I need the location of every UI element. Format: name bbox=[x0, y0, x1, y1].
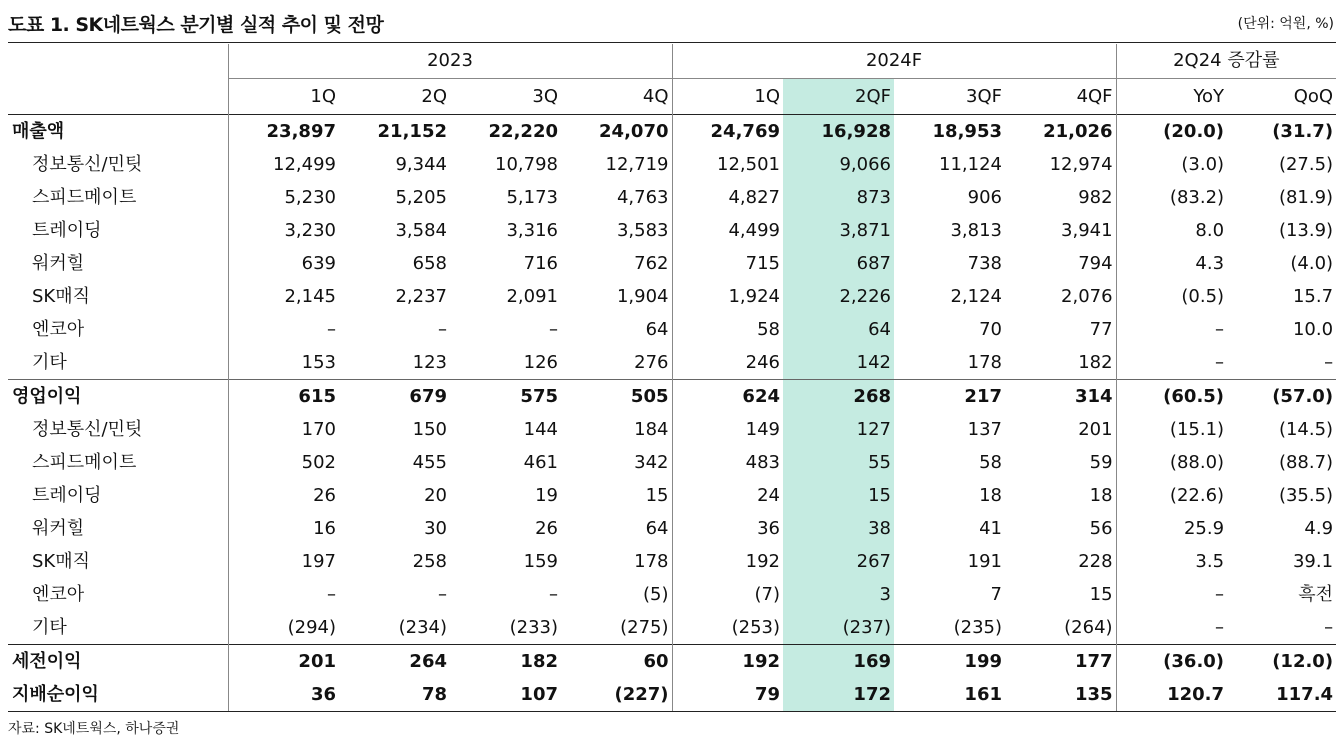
table-cell: 24 bbox=[672, 479, 783, 512]
table-cell: 12,501 bbox=[672, 148, 783, 181]
table-cell: 170 bbox=[228, 413, 339, 446]
row-label: 워커힐 bbox=[32, 518, 85, 539]
row-label: 스피드메이트 bbox=[32, 452, 137, 473]
table-cell: 21,026 bbox=[1005, 115, 1116, 149]
table-cell: – bbox=[1116, 611, 1227, 645]
table-row bbox=[8, 280, 1336, 313]
table-cell: 873 bbox=[783, 181, 894, 214]
table-cell: 1,904 bbox=[616, 286, 669, 307]
table-cell: 22,220 bbox=[450, 115, 561, 149]
table-cell: (0.5) bbox=[1116, 280, 1227, 313]
table-cell: (5) bbox=[643, 584, 669, 605]
table-row bbox=[8, 247, 1336, 280]
row-label: 지배순이익 bbox=[8, 678, 228, 712]
table-cell: 192 bbox=[672, 545, 783, 578]
table-cell: 59 bbox=[1089, 452, 1113, 473]
table-cell: 123 bbox=[412, 352, 447, 373]
group-2024f: 2024F bbox=[672, 44, 1116, 79]
table-cell: 12,974 bbox=[1049, 154, 1113, 175]
table-cell: 24,070 bbox=[561, 115, 672, 149]
table-cell: 3,941 bbox=[1061, 220, 1113, 241]
header-yoy: YoY bbox=[1116, 79, 1227, 115]
table-cell: 178 bbox=[967, 352, 1002, 373]
table-cell: (81.9) bbox=[1278, 187, 1334, 208]
table-cell: 77 bbox=[1089, 319, 1113, 340]
header-2024-2qf: 2QF bbox=[783, 79, 894, 115]
table-cell: 246 bbox=[672, 346, 783, 380]
table-cell: (20.0) bbox=[1116, 115, 1227, 149]
table-cell: 5,205 bbox=[395, 187, 447, 208]
table-cell: 201 bbox=[228, 645, 339, 679]
table-cell: 36 bbox=[672, 512, 783, 545]
table-cell: 715 bbox=[672, 247, 783, 280]
table-cell: – bbox=[549, 319, 558, 340]
table-cell: 25.9 bbox=[1116, 512, 1227, 545]
table-cell: 12,719 bbox=[605, 154, 669, 175]
header-qoq: QoQ bbox=[1293, 86, 1334, 107]
table-cell: (22.6) bbox=[1116, 479, 1227, 512]
table-row bbox=[8, 148, 1336, 181]
table-cell: 276 bbox=[634, 352, 669, 373]
table-cell: 197 bbox=[228, 545, 339, 578]
table-row bbox=[8, 678, 1336, 712]
table-cell: 455 bbox=[412, 452, 447, 473]
table-cell: 64 bbox=[645, 518, 669, 539]
table-cell: 79 bbox=[672, 678, 783, 712]
table-cell: 4.9 bbox=[1304, 518, 1334, 539]
group-2023: 2023 bbox=[228, 44, 672, 79]
table-row bbox=[8, 413, 1336, 446]
table-cell: 10.0 bbox=[1292, 319, 1334, 340]
table-cell: 2,237 bbox=[395, 286, 447, 307]
table-cell: 1,924 bbox=[672, 280, 783, 313]
table-cell: 505 bbox=[561, 380, 672, 414]
table-cell: 16 bbox=[228, 512, 339, 545]
table-cell: 149 bbox=[672, 413, 783, 446]
table-cell: 18,953 bbox=[894, 115, 1005, 149]
table-cell: 268 bbox=[783, 380, 894, 414]
table-cell: 18 bbox=[1089, 485, 1113, 506]
table-cell: 687 bbox=[783, 247, 894, 280]
row-label: 정보통신/민팃 bbox=[32, 419, 143, 440]
year-group-row bbox=[8, 44, 1336, 79]
row-label: 기타 bbox=[32, 617, 67, 638]
table-cell: – bbox=[549, 584, 558, 605]
table-cell: 2,145 bbox=[228, 280, 339, 313]
table-cell: 182 bbox=[450, 645, 561, 679]
table-row bbox=[8, 611, 1336, 645]
table-cell: (88.7) bbox=[1278, 452, 1334, 473]
table-cell: 639 bbox=[228, 247, 339, 280]
table-row bbox=[8, 181, 1336, 214]
table-cell: 264 bbox=[339, 645, 450, 679]
table-row bbox=[8, 479, 1336, 512]
table-cell: 3.5 bbox=[1116, 545, 1227, 578]
table-cell: 624 bbox=[672, 380, 783, 414]
header-2024-1q: 1Q bbox=[672, 79, 783, 115]
header-2023-2q: 2Q bbox=[421, 86, 447, 107]
table-cell: 3,230 bbox=[228, 214, 339, 247]
table-row bbox=[8, 545, 1336, 578]
table-cell: 658 bbox=[412, 253, 447, 274]
table-cell: 4.3 bbox=[1116, 247, 1227, 280]
table-cell: 199 bbox=[894, 645, 1005, 679]
table-cell: 177 bbox=[1005, 645, 1116, 679]
row-label: 정보통신/민팃 bbox=[32, 154, 143, 175]
table-cell: 483 bbox=[672, 446, 783, 479]
table-cell: 127 bbox=[783, 413, 894, 446]
table-title: 도표 1. SK네트웍스 분기별 실적 추이 및 전망 bbox=[8, 14, 384, 36]
row-label: SK매직 bbox=[32, 551, 91, 572]
table-cell: 2,091 bbox=[506, 286, 558, 307]
table-cell: 15 bbox=[1089, 584, 1113, 605]
table-cell: 716 bbox=[523, 253, 558, 274]
table-row bbox=[8, 313, 1336, 346]
table-cell: 738 bbox=[967, 253, 1002, 274]
table-cell: 342 bbox=[634, 452, 669, 473]
table-cell: 64 bbox=[645, 319, 669, 340]
table-cell: 762 bbox=[634, 253, 669, 274]
row-label: SK매직 bbox=[32, 286, 91, 307]
table-cell: 135 bbox=[1005, 678, 1116, 712]
table-cell: 55 bbox=[783, 446, 894, 479]
row-label: 매출액 bbox=[8, 115, 228, 149]
group-growth: 2Q24 증감률 bbox=[1116, 44, 1336, 79]
table-cell: – bbox=[1116, 346, 1227, 380]
table-cell: 120.7 bbox=[1116, 678, 1227, 712]
table-cell: 267 bbox=[783, 545, 894, 578]
table-cell: (15.1) bbox=[1116, 413, 1227, 446]
table-cell: 178 bbox=[634, 551, 669, 572]
table-cell: 15 bbox=[645, 485, 669, 506]
table-cell: 4,763 bbox=[616, 187, 669, 208]
table-cell: 10,798 bbox=[495, 154, 558, 175]
table-cell: 흑전 bbox=[1298, 584, 1334, 605]
table-cell: 9,066 bbox=[783, 148, 894, 181]
table-cell: 679 bbox=[339, 380, 450, 414]
table-cell: 201 bbox=[1078, 419, 1113, 440]
table-cell: 906 bbox=[967, 187, 1002, 208]
table-cell: 20 bbox=[424, 485, 447, 506]
table-cell: 461 bbox=[523, 452, 558, 473]
quarter-header-row bbox=[8, 79, 1336, 115]
row-label: 워커힐 bbox=[32, 253, 85, 274]
table-cell: 38 bbox=[783, 512, 894, 545]
header-2024-3qf: 3QF bbox=[966, 86, 1002, 107]
table-cell: (237) bbox=[783, 611, 894, 645]
table-cell: (12.0) bbox=[1227, 645, 1336, 679]
table-cell: 982 bbox=[1078, 187, 1113, 208]
table-cell: 56 bbox=[1089, 518, 1113, 539]
table-cell: 36 bbox=[228, 678, 339, 712]
table-row bbox=[8, 115, 1336, 149]
table-cell: (235) bbox=[953, 617, 1002, 638]
table-cell: (294) bbox=[228, 611, 339, 645]
table-cell: – bbox=[228, 313, 339, 346]
table-cell: 39.1 bbox=[1292, 551, 1334, 572]
table-cell: 7 bbox=[990, 584, 1002, 605]
source-note: 자료: SK네트웍스, 하나증권 bbox=[8, 721, 180, 737]
table-cell: – bbox=[1116, 313, 1227, 346]
table-cell: – bbox=[1116, 578, 1227, 611]
table-cell: 159 bbox=[523, 551, 558, 572]
table-cell: 3 bbox=[783, 578, 894, 611]
table-cell: – bbox=[228, 578, 339, 611]
table-cell: 182 bbox=[1078, 352, 1113, 373]
table-cell: 191 bbox=[967, 551, 1002, 572]
table-cell: 11,124 bbox=[939, 154, 1002, 175]
table-cell: 64 bbox=[783, 313, 894, 346]
table-cell: (35.5) bbox=[1278, 485, 1334, 506]
table-cell: 3,316 bbox=[506, 220, 558, 241]
table-cell: (60.5) bbox=[1116, 380, 1227, 414]
table-cell: 16,928 bbox=[783, 115, 894, 149]
table-cell: 794 bbox=[1078, 253, 1113, 274]
header-2024-4qf: 4QF bbox=[1076, 86, 1113, 107]
table-cell: (227) bbox=[561, 678, 672, 712]
table-cell: 23,897 bbox=[228, 115, 339, 149]
table-cell: – bbox=[1324, 617, 1334, 638]
table-cell: 2,124 bbox=[950, 286, 1002, 307]
row-label: 영업이익 bbox=[8, 380, 228, 414]
table-cell: 117.4 bbox=[1227, 678, 1336, 712]
row-label: 트레이딩 bbox=[32, 220, 102, 241]
table-cell: 142 bbox=[783, 346, 894, 380]
table-cell: – bbox=[438, 319, 447, 340]
table-row bbox=[8, 645, 1336, 679]
table-cell: 126 bbox=[523, 352, 558, 373]
table-cell: (3.0) bbox=[1116, 148, 1227, 181]
table-cell: (88.0) bbox=[1116, 446, 1227, 479]
table-cell: 15.7 bbox=[1292, 286, 1334, 307]
table-cell: 21,152 bbox=[339, 115, 450, 149]
table-cell: 2,226 bbox=[783, 280, 894, 313]
table-cell: 26 bbox=[228, 479, 339, 512]
title-rule bbox=[8, 42, 1336, 43]
row-label: 기타 bbox=[32, 352, 67, 373]
table-cell: (7) bbox=[672, 578, 783, 611]
table-cell: – bbox=[438, 584, 447, 605]
table-cell: 30 bbox=[424, 518, 447, 539]
table-row bbox=[8, 214, 1336, 247]
table-cell: 5,230 bbox=[228, 181, 339, 214]
table-cell: 161 bbox=[894, 678, 1005, 712]
table-cell: 3,871 bbox=[783, 214, 894, 247]
table-cell: 70 bbox=[979, 319, 1002, 340]
table-cell: (27.5) bbox=[1278, 154, 1334, 175]
table-cell: (275) bbox=[620, 617, 669, 638]
header-2023-4q: 4Q bbox=[642, 86, 669, 107]
table-cell: 19 bbox=[535, 485, 558, 506]
header-2023-3q: 3Q bbox=[532, 86, 558, 107]
table-row bbox=[8, 346, 1336, 380]
table-cell: 41 bbox=[979, 518, 1002, 539]
table-cell: 18 bbox=[979, 485, 1002, 506]
table-cell: 3,584 bbox=[395, 220, 447, 241]
table-cell: 502 bbox=[228, 446, 339, 479]
table-cell: (13.9) bbox=[1278, 220, 1334, 241]
table-cell: (234) bbox=[398, 617, 447, 638]
table-cell: 26 bbox=[535, 518, 558, 539]
table-cell: 15 bbox=[783, 479, 894, 512]
table-cell: 153 bbox=[228, 346, 339, 380]
table-cell: (57.0) bbox=[1227, 380, 1336, 414]
row-label: 세전이익 bbox=[8, 645, 228, 679]
table-cell: 107 bbox=[450, 678, 561, 712]
table-cell: 4,827 bbox=[672, 181, 783, 214]
table-cell: 8.0 bbox=[1116, 214, 1227, 247]
table-row bbox=[8, 578, 1336, 611]
table-cell: 184 bbox=[634, 419, 669, 440]
table-cell: 5,173 bbox=[506, 187, 558, 208]
table-row bbox=[8, 512, 1336, 545]
table-row bbox=[8, 380, 1336, 414]
table-cell: (83.2) bbox=[1116, 181, 1227, 214]
table-cell: – bbox=[1324, 352, 1334, 373]
table-cell: 78 bbox=[339, 678, 450, 712]
row-label: 엔코아 bbox=[32, 319, 85, 340]
table-row bbox=[8, 446, 1336, 479]
table-cell: 172 bbox=[783, 678, 894, 712]
table-cell: 575 bbox=[450, 380, 561, 414]
table-cell: 12,499 bbox=[228, 148, 339, 181]
table-cell: (253) bbox=[672, 611, 783, 645]
table-cell: 9,344 bbox=[395, 154, 447, 175]
table-cell: 192 bbox=[672, 645, 783, 679]
table-cell: 58 bbox=[672, 313, 783, 346]
table-cell: 144 bbox=[523, 419, 558, 440]
table-cell: 150 bbox=[412, 419, 447, 440]
table-cell: (36.0) bbox=[1116, 645, 1227, 679]
table-cell: (264) bbox=[1064, 617, 1113, 638]
table-cell: 217 bbox=[894, 380, 1005, 414]
table-cell: 258 bbox=[412, 551, 447, 572]
header-2023-1q: 1Q bbox=[228, 79, 339, 115]
table-cell: 24,769 bbox=[672, 115, 783, 149]
row-label: 스피드메이트 bbox=[32, 187, 137, 208]
table-cell: (4.0) bbox=[1290, 253, 1334, 274]
table-cell: (14.5) bbox=[1278, 419, 1334, 440]
earnings-table bbox=[8, 44, 1336, 712]
table-cell: (233) bbox=[509, 617, 558, 638]
table-cell: 137 bbox=[967, 419, 1002, 440]
table-cell: 4,499 bbox=[672, 214, 783, 247]
table-cell: 314 bbox=[1005, 380, 1116, 414]
table-cell: 3,813 bbox=[950, 220, 1002, 241]
row-label: 트레이딩 bbox=[32, 485, 102, 506]
table-cell: 3,583 bbox=[616, 220, 669, 241]
unit-note: (단위: 억원, %) bbox=[1237, 16, 1334, 32]
table-cell: 58 bbox=[979, 452, 1002, 473]
table-cell: 615 bbox=[228, 380, 339, 414]
table-body bbox=[8, 115, 1336, 712]
row-label: 엔코아 bbox=[32, 584, 85, 605]
table-cell: 60 bbox=[561, 645, 672, 679]
table-cell: (31.7) bbox=[1227, 115, 1336, 149]
table-cell: 169 bbox=[783, 645, 894, 679]
table-cell: 2,076 bbox=[1061, 286, 1113, 307]
table-cell: 228 bbox=[1078, 551, 1113, 572]
